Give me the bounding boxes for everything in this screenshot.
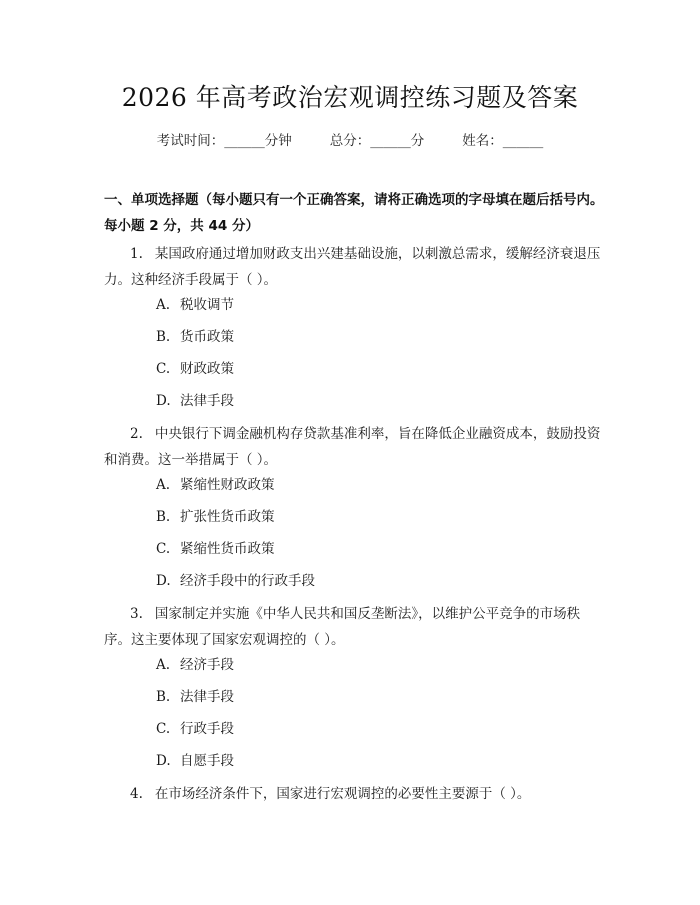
question-3-option-a — [156, 655, 234, 675]
question-number: 3. — [130, 606, 143, 622]
option-text: 行政手段 — [180, 721, 234, 737]
option-letter: C. — [156, 541, 171, 557]
option-letter: A. — [156, 657, 171, 673]
option-text: 货币政策 — [180, 329, 234, 345]
option-text: 法律手段 — [180, 393, 234, 409]
option-letter: A. — [156, 297, 171, 313]
question-text: 某国政府通过增加财政支出兴建基础设施，以刺激总需求，缓解经济衰退压力。这种经济手段属于（ ）。 — [104, 246, 601, 288]
question-text: 在市场经济条件下，国家进行宏观调控的必要性主要源于（ ）。 — [154, 786, 531, 802]
option-text: 经济手段中的行政手段 — [180, 573, 315, 589]
question-4 — [104, 781, 604, 807]
question-2 — [104, 421, 604, 473]
question-1-option-b — [156, 327, 234, 347]
question-number: 1. — [130, 246, 143, 262]
question-2-option-a — [156, 475, 275, 495]
question-2-option-b — [156, 507, 275, 527]
question-number: 2. — [130, 426, 143, 442]
student-name-field: 姓名：______ — [462, 133, 544, 149]
exam-info-line — [0, 131, 700, 151]
option-letter: D. — [156, 753, 171, 769]
question-3-option-d — [156, 751, 234, 771]
exam-time-field: 考试时间：______分钟 — [156, 133, 292, 149]
question-2-option-c — [156, 539, 275, 559]
question-3-option-c — [156, 719, 234, 739]
option-letter: D. — [156, 573, 171, 589]
question-3 — [104, 601, 604, 653]
question-text: 中央银行下调金融机构存贷款基准利率，旨在降低企业融资成本，鼓励投资和消费。这一举措属于（ ）。 — [104, 426, 601, 468]
question-2-option-d — [156, 571, 315, 591]
total-score-field: 总分：______分 — [329, 133, 425, 149]
page-title: 2026 年高考政治宏观调控练习题及答案 — [121, 83, 579, 112]
option-letter: B. — [156, 689, 171, 705]
option-letter: A. — [156, 477, 171, 493]
question-1-option-c — [156, 359, 234, 379]
option-text: 税收调节 — [180, 297, 234, 313]
option-letter: B. — [156, 509, 171, 525]
question-1-option-a — [156, 295, 234, 315]
option-letter: C. — [156, 721, 171, 737]
option-text: 财政政策 — [180, 361, 234, 377]
question-1-option-d — [156, 391, 234, 411]
question-text: 国家制定并实施《中华人民共和国反垄断法》，以维护公平竞争的市场秩序。这主要体现了国家宏观调控的（ ）。 — [104, 606, 581, 648]
option-text: 紧缩性财政政策 — [180, 477, 275, 493]
option-text: 扩张性货币政策 — [180, 509, 275, 525]
option-text: 法律手段 — [180, 689, 234, 705]
option-text: 自愿手段 — [180, 753, 234, 769]
question-3-option-b — [156, 687, 234, 707]
option-letter: C. — [156, 361, 171, 377]
question-number: 4. — [130, 786, 143, 802]
section-heading: 一、单项选择题（每小题只有一个正确答案，请将正确选项的字母填在题后括号内。每小题 2 分，共 44 分） — [104, 192, 604, 234]
option-text: 紧缩性货币政策 — [180, 541, 275, 557]
question-1 — [104, 241, 604, 293]
option-letter: D. — [156, 393, 171, 409]
option-text: 经济手段 — [180, 657, 234, 673]
option-letter: B. — [156, 329, 171, 345]
